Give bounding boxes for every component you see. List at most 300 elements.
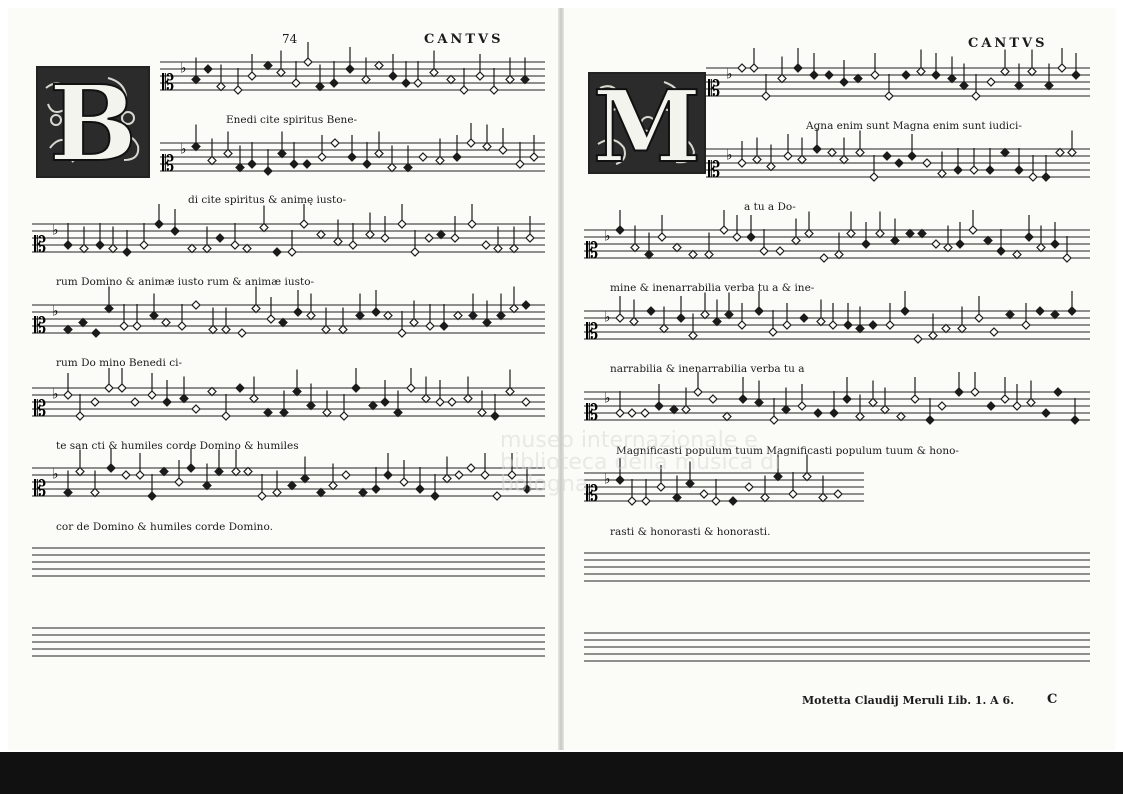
note-head-icon — [829, 321, 837, 329]
flat-icon: ♭ — [180, 60, 187, 77]
note-head-icon — [64, 391, 72, 399]
music-staff — [584, 291, 1090, 355]
note-head-icon — [175, 478, 183, 486]
note-head-icon — [76, 412, 84, 420]
note-head-icon — [188, 245, 196, 253]
flat-icon: ♭ — [52, 466, 59, 483]
note-head-icon — [805, 230, 813, 238]
note-head-icon — [217, 83, 225, 91]
note-head-icon — [1027, 399, 1035, 407]
note-head-icon — [120, 322, 128, 330]
note-head-icon — [530, 153, 538, 161]
note-head-icon — [481, 471, 489, 479]
music-staff — [706, 129, 1090, 193]
lyric-line: mine & inenarrabilia verba tu a & ine- — [610, 282, 815, 294]
note-head-icon — [948, 75, 956, 83]
note-head-icon — [252, 305, 260, 313]
note-head-icon — [1072, 71, 1080, 79]
note-head-icon — [419, 153, 427, 161]
note-head-icon — [506, 388, 514, 396]
note-head-icon — [876, 230, 884, 238]
note-head-icon — [932, 71, 940, 79]
note-head-icon — [630, 318, 638, 326]
note-head-icon — [236, 164, 244, 172]
note-head-icon — [267, 315, 275, 323]
note-head-icon — [160, 468, 168, 476]
note-head-icon — [436, 398, 444, 406]
note-head-icon — [856, 325, 864, 333]
note-head-icon — [631, 244, 639, 252]
note-head-icon — [891, 237, 899, 245]
note-head-icon — [273, 248, 281, 256]
note-head-icon — [394, 409, 402, 417]
left-part-header: CANTVS — [424, 32, 504, 47]
note-head-icon — [497, 312, 505, 320]
note-head-icon — [342, 471, 350, 479]
note-head-icon — [359, 489, 367, 497]
note-head-icon — [906, 230, 914, 238]
note-head-icon — [400, 478, 408, 486]
note-head-icon — [869, 399, 877, 407]
note-head-icon — [767, 163, 775, 171]
note-head-icon — [1013, 402, 1021, 410]
note-head-icon — [956, 240, 964, 248]
note-head-icon — [64, 326, 72, 334]
lyric-line: Agna enim sunt Magna enim sunt iudici- — [806, 120, 1022, 132]
note-head-icon — [792, 237, 800, 245]
note-head-icon — [897, 413, 905, 421]
note-head-icon — [411, 248, 419, 256]
note-head-icon — [856, 413, 864, 421]
note-head-icon — [304, 58, 312, 66]
note-head-icon — [476, 72, 484, 80]
note-head-icon — [402, 79, 410, 87]
note-head-icon — [215, 468, 223, 476]
note-head-icon — [478, 409, 486, 417]
note-head-icon — [870, 173, 878, 181]
note-head-icon — [847, 230, 855, 238]
note-head-icon — [820, 254, 828, 262]
note-head-icon — [468, 220, 476, 228]
note-head-icon — [798, 402, 806, 410]
note-head-icon — [264, 167, 272, 175]
note-head-icon — [404, 164, 412, 172]
note-head-icon — [118, 384, 126, 392]
book-gutter — [558, 8, 564, 750]
note-head-icon — [410, 319, 418, 327]
note-head-icon — [232, 468, 240, 476]
note-head-icon — [260, 224, 268, 232]
note-head-icon — [770, 416, 778, 424]
note-head-icon — [389, 72, 397, 80]
note-head-icon — [178, 322, 186, 330]
note-head-icon — [926, 416, 934, 424]
note-head-icon — [762, 92, 770, 100]
note-head-icon — [464, 395, 472, 403]
note-head-icon — [986, 166, 994, 174]
note-head-icon — [329, 482, 337, 490]
note-head-icon — [1042, 409, 1050, 417]
note-head-icon — [954, 166, 962, 174]
flat-icon: ♭ — [52, 222, 59, 239]
note-head-icon — [148, 492, 156, 500]
note-head-icon — [739, 395, 747, 403]
note-head-icon — [840, 156, 848, 164]
note-head-icon — [840, 78, 848, 86]
note-head-icon — [448, 398, 456, 406]
note-head-icon — [140, 241, 148, 249]
blank-staff — [32, 528, 545, 592]
flat-icon: ♭ — [180, 141, 187, 158]
note-head-icon — [1001, 68, 1009, 76]
note-head-icon — [443, 475, 451, 483]
lyric-line: di cite spiritus & animę iusto- — [188, 194, 347, 206]
note-head-icon — [224, 150, 232, 158]
note-head-icon — [769, 328, 777, 336]
note-head-icon — [469, 312, 477, 320]
initial-letter-glyph: B — [49, 66, 137, 178]
note-head-icon — [250, 395, 258, 403]
note-head-icon — [813, 145, 821, 153]
note-head-icon — [208, 388, 216, 396]
left-initial-letter — [36, 66, 150, 178]
note-head-icon — [1028, 68, 1036, 76]
note-head-icon — [886, 321, 894, 329]
c-clef-icon: 𝄡 — [34, 233, 47, 258]
note-head-icon — [972, 92, 980, 100]
note-head-icon — [384, 312, 392, 320]
note-head-icon — [460, 86, 468, 94]
note-head-icon — [222, 412, 230, 420]
note-head-icon — [273, 489, 281, 497]
note-head-icon — [290, 160, 298, 168]
note-head-icon — [440, 322, 448, 330]
flat-icon: ♭ — [604, 228, 611, 245]
note-head-icon — [1029, 173, 1037, 181]
note-head-icon — [1063, 254, 1071, 262]
note-head-icon — [222, 326, 230, 334]
note-head-icon — [64, 241, 72, 249]
note-head-icon — [294, 308, 302, 316]
lyric-line: te san cti & humiles corde Domino & humiles — [56, 440, 299, 452]
note-head-icon — [431, 492, 439, 500]
note-head-icon — [776, 247, 784, 255]
note-head-icon — [307, 402, 315, 410]
note-head-icon — [881, 406, 889, 414]
music-staff — [32, 285, 545, 349]
lyric-line: Magnificasti populum tuum Magnificasti populum tuum & hono- — [616, 445, 959, 457]
note-head-icon — [122, 471, 130, 479]
note-head-icon — [447, 76, 455, 84]
note-head-icon — [1001, 395, 1009, 403]
note-head-icon — [510, 245, 518, 253]
note-head-icon — [340, 412, 348, 420]
note-head-icon — [760, 247, 768, 255]
note-head-icon — [682, 406, 690, 414]
note-head-icon — [483, 319, 491, 327]
note-head-icon — [960, 82, 968, 90]
note-head-icon — [231, 241, 239, 249]
note-head-icon — [280, 409, 288, 417]
note-head-icon — [243, 245, 251, 253]
note-head-icon — [641, 409, 649, 417]
note-head-icon — [738, 321, 746, 329]
note-head-icon — [491, 412, 499, 420]
note-head-icon — [163, 398, 171, 406]
note-head-icon — [278, 150, 286, 158]
flat-icon: ♭ — [726, 66, 733, 83]
note-head-icon — [705, 251, 713, 259]
note-head-icon — [1071, 416, 1079, 424]
music-staff — [584, 210, 1090, 274]
note-head-icon — [381, 398, 389, 406]
note-head-icon — [288, 248, 296, 256]
note-head-icon — [96, 241, 104, 249]
flat-icon: ♭ — [604, 471, 611, 488]
note-head-icon — [171, 227, 179, 235]
note-head-icon — [180, 395, 188, 403]
note-head-icon — [997, 247, 1005, 255]
note-head-icon — [871, 71, 879, 79]
note-head-icon — [316, 83, 324, 91]
note-head-icon — [911, 395, 919, 403]
note-head-icon — [628, 497, 636, 505]
note-head-icon — [784, 152, 792, 160]
note-head-icon — [216, 234, 224, 242]
note-head-icon — [162, 319, 170, 327]
note-head-icon — [895, 159, 903, 167]
note-head-icon — [902, 71, 910, 79]
note-head-icon — [349, 241, 357, 249]
note-head-icon — [798, 156, 806, 164]
note-head-icon — [970, 166, 978, 174]
note-head-icon — [655, 402, 663, 410]
note-head-icon — [482, 241, 490, 249]
c-clef-icon: 𝄡 — [586, 482, 599, 507]
note-head-icon — [929, 332, 937, 340]
note-head-icon — [426, 322, 434, 330]
note-head-icon — [375, 150, 383, 158]
note-head-icon — [987, 402, 995, 410]
note-head-icon — [778, 75, 786, 83]
note-head-icon — [91, 489, 99, 497]
note-head-icon — [908, 152, 916, 160]
note-head-icon — [825, 71, 833, 79]
note-head-icon — [346, 65, 354, 73]
note-head-icon — [352, 384, 360, 392]
note-head-icon — [1068, 307, 1076, 315]
note-head-icon — [155, 220, 163, 228]
note-head-icon — [713, 318, 721, 326]
note-head-icon — [277, 69, 285, 77]
note-head-icon — [192, 143, 200, 151]
note-head-icon — [918, 230, 926, 238]
note-head-icon — [148, 391, 156, 399]
note-head-icon — [670, 406, 678, 414]
note-head-icon — [453, 153, 461, 161]
note-head-icon — [455, 471, 463, 479]
note-head-icon — [192, 405, 200, 413]
note-head-icon — [938, 170, 946, 178]
note-head-icon — [1015, 166, 1023, 174]
note-head-icon — [938, 402, 946, 410]
note-head-icon — [356, 312, 364, 320]
note-head-icon — [372, 485, 380, 493]
note-head-icon — [689, 332, 697, 340]
music-staff — [584, 372, 1090, 436]
note-head-icon — [279, 319, 287, 327]
music-staff — [160, 42, 545, 106]
note-head-icon — [1022, 321, 1030, 329]
note-head-icon — [238, 329, 246, 337]
flat-icon: ♭ — [726, 147, 733, 164]
note-head-icon — [1054, 388, 1062, 396]
note-head-icon — [203, 245, 211, 253]
note-head-icon — [236, 384, 244, 392]
note-head-icon — [932, 240, 940, 248]
note-head-icon — [694, 388, 702, 396]
lyric-line: rum Domino & animæ iusto rum & animæ iusto- — [56, 276, 315, 288]
lyric-line: narrabilia & inenarrabilia verba tu a — [610, 363, 805, 375]
note-head-icon — [499, 146, 507, 154]
note-head-icon — [526, 234, 534, 242]
note-head-icon — [388, 164, 396, 172]
note-head-icon — [107, 464, 115, 472]
note-head-icon — [330, 79, 338, 87]
signature-mark: C — [1047, 692, 1058, 707]
note-head-icon — [203, 482, 211, 490]
note-head-icon — [1015, 82, 1023, 90]
note-head-icon — [1068, 149, 1076, 157]
right-part-header: CANTVS — [968, 36, 1048, 51]
note-head-icon — [750, 64, 758, 72]
note-head-icon — [522, 398, 530, 406]
note-head-icon — [642, 497, 650, 505]
note-head-icon — [425, 234, 433, 242]
initial-letter-glyph: M — [592, 72, 702, 174]
library-watermark: museo internazionale e biblioteca della musica di bologna — [500, 428, 781, 497]
note-head-icon — [436, 157, 444, 165]
note-head-icon — [817, 318, 825, 326]
note-head-icon — [131, 398, 139, 406]
note-head-icon — [971, 388, 979, 396]
note-head-icon — [914, 335, 922, 343]
note-head-icon — [901, 307, 909, 315]
note-head-icon — [738, 64, 746, 72]
note-head-icon — [248, 72, 256, 80]
note-head-icon — [958, 325, 966, 333]
note-head-icon — [616, 409, 624, 417]
c-clef-icon: 𝄡 — [586, 239, 599, 264]
note-head-icon — [1036, 307, 1044, 315]
note-head-icon — [725, 311, 733, 319]
note-head-icon — [422, 395, 430, 403]
note-head-icon — [800, 314, 808, 322]
note-head-icon — [689, 251, 697, 259]
note-head-icon — [318, 153, 326, 161]
note-head-icon — [187, 464, 195, 472]
note-head-icon — [885, 92, 893, 100]
note-head-icon — [709, 395, 717, 403]
c-clef-icon: 𝄡 — [586, 320, 599, 345]
note-head-icon — [244, 468, 252, 476]
note-head-icon — [204, 65, 212, 73]
note-head-icon — [628, 409, 636, 417]
lyric-line: cor de Domino & humiles corde Domino. — [56, 521, 273, 533]
note-head-icon — [292, 79, 300, 87]
note-head-icon — [834, 490, 842, 498]
left-page-number: 74 — [282, 32, 298, 46]
note-head-icon — [109, 245, 117, 253]
note-head-icon — [416, 485, 424, 493]
note-head-icon — [317, 489, 325, 497]
note-head-icon — [248, 160, 256, 168]
flat-icon: ♭ — [52, 386, 59, 403]
note-head-icon — [794, 64, 802, 72]
blank-staff — [32, 608, 545, 672]
note-head-icon — [616, 314, 624, 322]
note-head-icon — [334, 238, 342, 246]
c-clef-icon: 𝄡 — [34, 314, 47, 339]
note-head-icon — [91, 398, 99, 406]
note-head-icon — [1006, 311, 1014, 319]
note-head-icon — [1001, 149, 1009, 157]
note-head-icon — [192, 301, 200, 309]
note-head-icon — [381, 234, 389, 242]
note-head-icon — [712, 497, 720, 505]
music-staff — [32, 204, 545, 268]
note-head-icon — [1037, 244, 1045, 252]
note-head-icon — [942, 325, 950, 333]
note-head-icon — [136, 471, 144, 479]
note-head-icon — [701, 311, 709, 319]
blank-staff — [584, 533, 1090, 597]
lyric-line: rum Do mino Benedi ci- — [56, 357, 182, 369]
note-head-icon — [331, 139, 339, 147]
note-head-icon — [738, 159, 746, 167]
note-head-icon — [437, 231, 445, 239]
flat-icon: ♭ — [604, 390, 611, 407]
note-head-icon — [323, 409, 331, 417]
music-staff — [32, 368, 545, 432]
note-head-icon — [1056, 149, 1064, 157]
note-head-icon — [755, 399, 763, 407]
note-head-icon — [300, 220, 308, 228]
note-head-icon — [810, 71, 818, 79]
note-head-icon — [835, 251, 843, 259]
note-head-icon — [647, 307, 655, 315]
note-head-icon — [375, 62, 383, 70]
note-head-icon — [955, 388, 963, 396]
note-head-icon — [79, 319, 87, 327]
note-head-icon — [522, 301, 530, 309]
note-head-icon — [677, 314, 685, 322]
note-head-icon — [1025, 233, 1033, 241]
lyric-line: a tu a Do- — [744, 201, 796, 213]
note-head-icon — [307, 312, 315, 320]
note-head-icon — [76, 468, 84, 476]
note-head-icon — [105, 384, 113, 392]
c-clef-icon: 𝄡 — [34, 477, 47, 502]
note-head-icon — [510, 305, 518, 313]
note-head-icon — [234, 86, 242, 94]
note-head-icon — [803, 473, 811, 481]
note-head-icon — [729, 497, 737, 505]
note-head-icon — [384, 471, 392, 479]
scan-bottom-band — [0, 752, 1123, 794]
note-head-icon — [645, 251, 653, 259]
note-head-icon — [516, 160, 524, 168]
